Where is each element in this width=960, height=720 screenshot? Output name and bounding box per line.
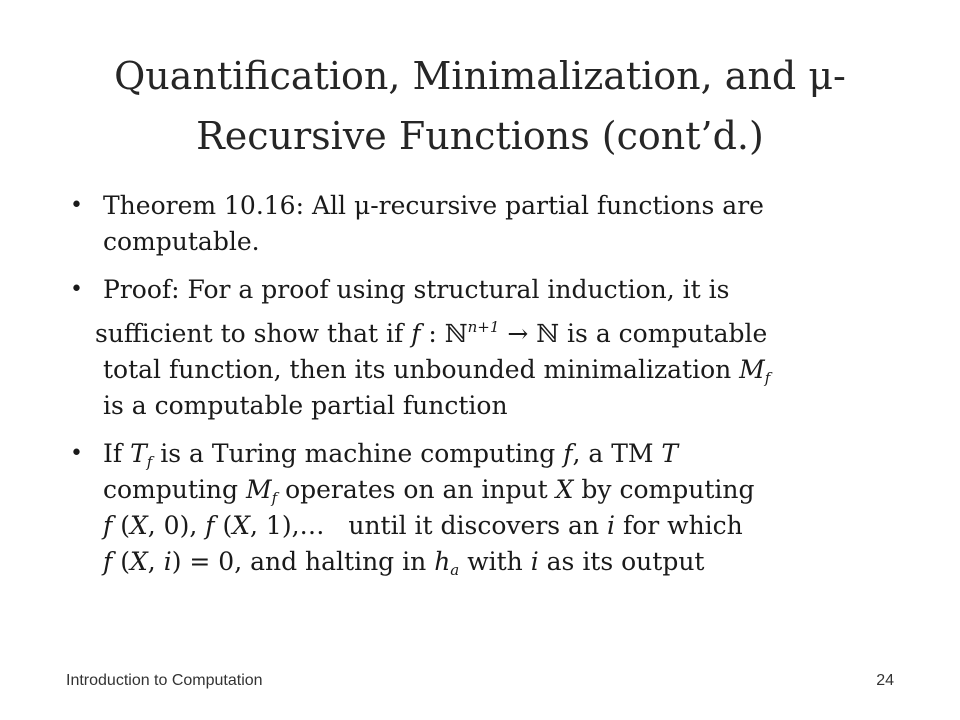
turing-line-2 (103, 472, 918, 508)
theorem-line-2: computable. (103, 227, 260, 256)
text-run: If (103, 439, 131, 468)
proof-continuation (68, 316, 918, 424)
math-X: X (129, 511, 148, 540)
text-run: ( (112, 547, 130, 576)
text-run: is a Turing machine computing (152, 439, 564, 468)
math-X: X (555, 475, 574, 504)
text-run: as its output (538, 547, 705, 576)
proof-line-2 (95, 316, 918, 352)
math-M: M (245, 475, 272, 504)
slide-title (60, 46, 900, 166)
title-line-2: Recursive Functions (cont’d.) (196, 114, 764, 158)
bullet-dot-icon: • (70, 277, 83, 302)
proof-line-4: is a computable partial function (103, 391, 508, 420)
math-f: f (103, 511, 113, 540)
math-subscript: a (450, 561, 460, 579)
math-i: i (530, 547, 539, 576)
bullet-dot-icon: • (70, 441, 83, 466)
text-run: operates on an input (277, 475, 556, 504)
proof-line-1: Proof: For a proof using structural induction, it is (103, 275, 730, 304)
text-run: with (459, 547, 531, 576)
text-run: → ℕ is a computable (499, 319, 768, 348)
text-run: , 1),… until it discovers an (250, 511, 608, 540)
math-subscript: f (146, 453, 153, 471)
text-run: , 0), (147, 511, 206, 540)
math-f: f (411, 319, 421, 348)
text-run: : ℕ (420, 319, 468, 348)
slide-body (68, 188, 918, 592)
math-f: f (103, 547, 113, 576)
bullet-dot-icon: • (70, 193, 83, 218)
proof-line-3 (103, 352, 918, 388)
turing-line-3 (103, 508, 918, 544)
turing-line-1 (103, 436, 918, 472)
math-f: f (563, 439, 573, 468)
text-run: ) = 0, and halting in (171, 547, 435, 576)
math-i: i (163, 547, 172, 576)
math-X: X (232, 511, 251, 540)
turing-line-4 (103, 544, 918, 580)
bullet-proof (68, 272, 918, 308)
text-run: by computing (573, 475, 755, 504)
bullet-turing (68, 436, 918, 580)
math-subscript: f (271, 489, 278, 507)
bullet-theorem (68, 188, 918, 260)
math-T: T (130, 439, 147, 468)
math-M: M (739, 355, 765, 384)
theorem-line-1: Theorem 10.16: All μ-recursive partial functions are (103, 191, 764, 220)
math-f: f (205, 511, 215, 540)
math-superscript: n+1 (467, 318, 500, 336)
math-i: i (607, 511, 616, 540)
text-run: , (147, 547, 164, 576)
text-run: total function, then its unbounded minimalization (103, 355, 740, 384)
math-h: h (434, 547, 451, 576)
math-X: X (129, 547, 148, 576)
footer-page-number: 24 (876, 672, 894, 689)
title-line-1: Quantification, Minimalization, and μ- (114, 54, 846, 98)
math-subscript: f (764, 369, 771, 387)
text-run: for which (615, 511, 743, 540)
text-run: sufficient to show that if (95, 319, 412, 348)
text-run: computing (103, 475, 246, 504)
math-T: T (661, 439, 679, 468)
text-run: ( (214, 511, 233, 540)
footer-course-title: Introduction to Computation (66, 672, 263, 689)
text-run: , a TM (572, 439, 662, 468)
text-run: ( (112, 511, 130, 540)
